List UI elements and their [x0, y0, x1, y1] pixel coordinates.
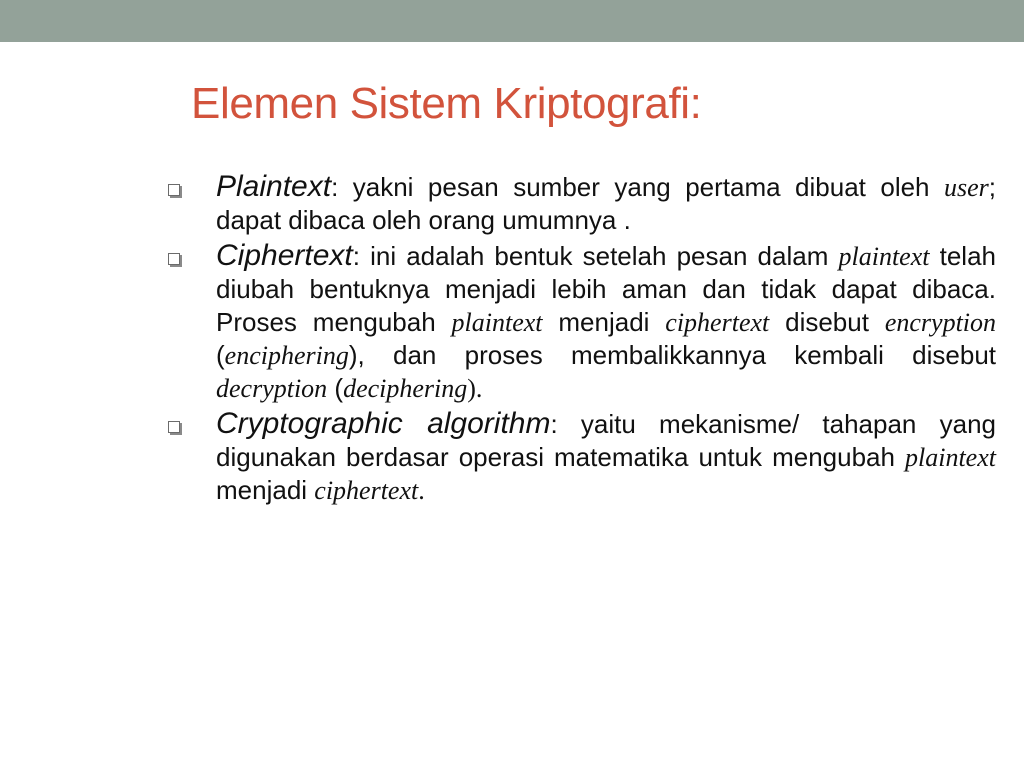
bullet-text	[216, 407, 996, 507]
italic-term: ciphertext	[665, 308, 770, 337]
italic-term: enciphering	[224, 341, 349, 370]
bullet-text	[216, 170, 996, 237]
text-run: (	[327, 373, 344, 403]
italic-term: ciphertext	[314, 476, 419, 505]
bullet-cryptographic-algorithm	[168, 407, 996, 507]
italic-term: plaintext	[451, 308, 543, 337]
text-run: : ini adalah bentuk setelah pesan dalam	[352, 241, 839, 271]
text-run: : yaitu mekanisme/ tahapan yang digunakan berdasar operasi matematika untuk mengubah	[216, 409, 996, 472]
italic-term: decryption	[216, 374, 328, 403]
slide-title: Elemen Sistem Kriptografi:	[191, 79, 702, 128]
italic-term: plaintext	[905, 443, 996, 472]
term-label: Cryptographic algorithm	[216, 407, 551, 440]
top-accent-bar	[0, 0, 1024, 42]
italic-term: plaintext	[838, 242, 930, 271]
text-run: disebut	[769, 307, 885, 337]
italic-term: encryption	[884, 308, 997, 337]
bullet-list	[168, 170, 996, 509]
italic-term: user	[943, 173, 989, 202]
text-run: ; dapat dibaca oleh orang umumnya .	[216, 172, 996, 235]
square-bullet-icon	[168, 253, 180, 265]
text-run: menjadi	[542, 307, 666, 337]
text-run: telah diubah bentuknya menjadi lebih aman dan tidak dapat dibaca. Proses mengubah	[216, 241, 996, 337]
term-label: Ciphertext	[216, 239, 353, 272]
text-run: ), dan proses membalikkannya kembali disebut	[348, 340, 996, 370]
square-bullet-icon	[168, 184, 180, 196]
bullet-text	[216, 239, 996, 405]
text-run: : yakni pesan sumber yang pertama dibuat oleh	[331, 172, 944, 202]
square-bullet-icon	[168, 421, 180, 433]
bullet-ciphertext	[168, 239, 996, 405]
text-run: ).	[467, 374, 483, 403]
italic-term: deciphering	[343, 374, 468, 403]
term-label: Plaintext	[216, 170, 332, 203]
text-run: menjadi	[216, 475, 315, 505]
bullet-plaintext	[168, 170, 996, 237]
text-run: .	[418, 476, 425, 505]
text-run: (	[216, 340, 225, 370]
